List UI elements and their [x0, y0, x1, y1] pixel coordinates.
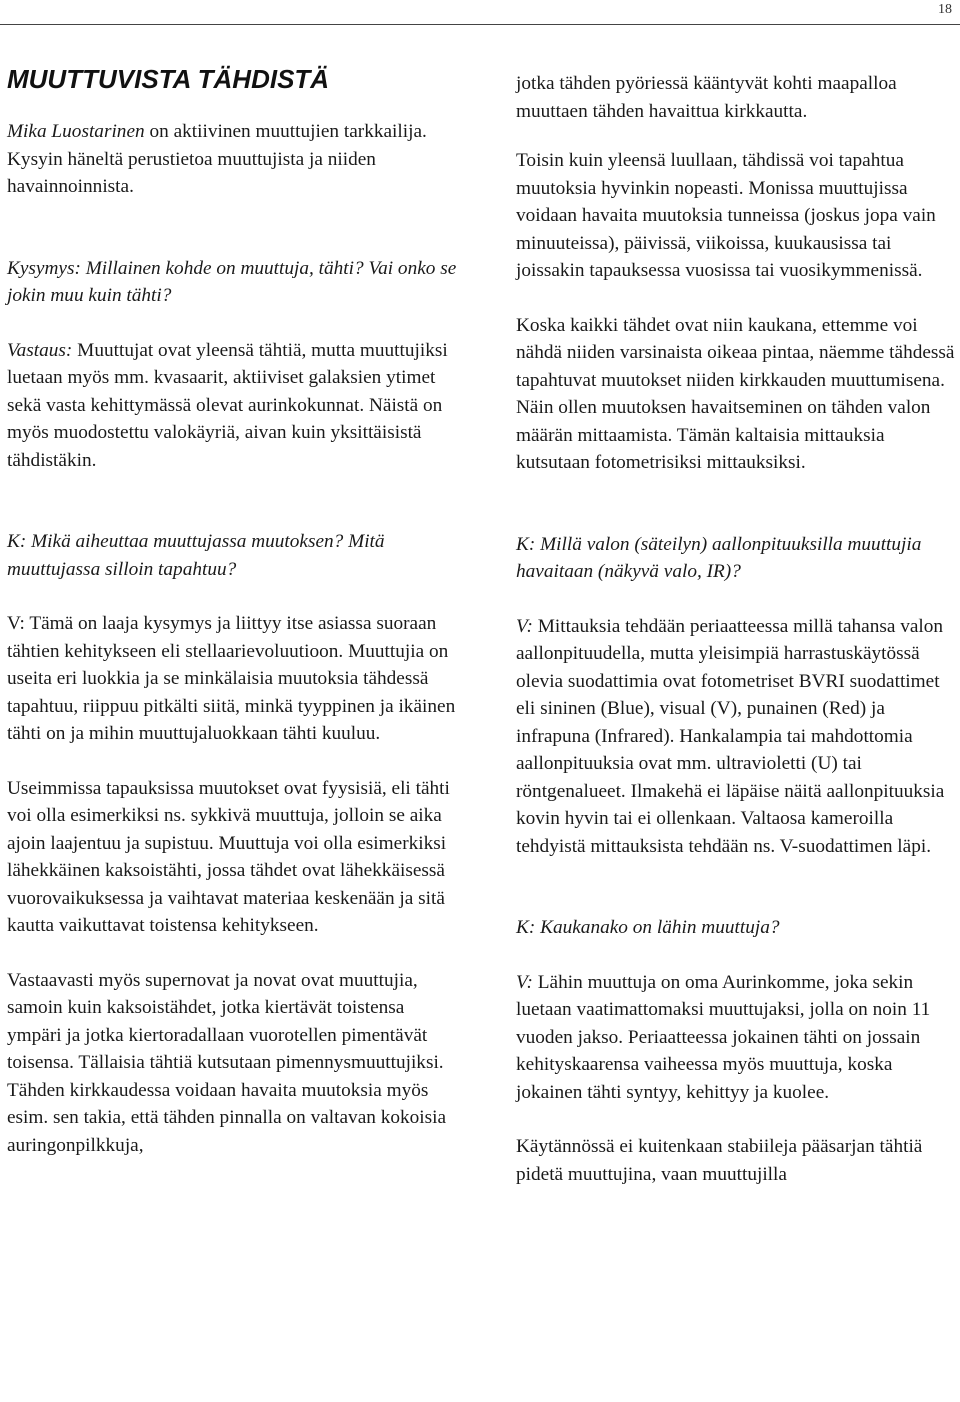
answer-4	[516, 969, 960, 1107]
answer-3-label: V:	[516, 615, 533, 637]
paragraph-photometry: Koska kaikki tähdet ovat niin kaukana, ettemme voi nähdä niiden varsinaista oikeaa pintaa, näemme tähdessä tapahtuvat muutokset niiden kirkkauden muuttumisena. Näin ollen muutoksen havaitseminen on tähden valon määrän mittaamista. Tämän kaltaisia mittauksia kutsutaan fotometrisiksi mittauksiksi.	[516, 314, 955, 473]
answer-2	[7, 610, 459, 748]
answer-1-text: Muuttujat ovat yleensä tähtiä, mutta muuttujiksi luetaan myös mm. kvasaarit, aktiiviset galaksien ytimet sekä vasta kehittymässä olevat aurinkokunnat. Näistä on myös muodostettu valokäyriä, aivan kuin yksittäisistä tähdistäkin.	[7, 339, 448, 471]
intro-text: on aktiivinen muuttujien tarkkailija. Kysyin häneltä perustietoa muuttujista ja niiden havainnoinnista.	[7, 121, 427, 197]
article-title: MUUTTUVISTA TÄHDISTÄ	[7, 64, 330, 94]
answer-1	[7, 337, 459, 475]
page-number: 18	[938, 2, 952, 17]
answer-2-label: V:	[7, 613, 25, 634]
answer-1-label: Vastaus:	[7, 339, 73, 361]
question-1: Kysymys: Millainen kohde on muuttuja, tähti? Vai onko se jokin muu kuin tähti?	[7, 257, 457, 306]
paragraph-main-sequence: Käytännössä ei kuitenkaan stabiileja pääsarjan tähtiä pidetä muuttujina, vaan muuttujilla	[516, 1136, 923, 1185]
answer-3	[516, 613, 960, 861]
right-column	[516, 70, 960, 1188]
answer-4-label: V:	[516, 971, 533, 993]
paragraph-fast-changes: Toisin kuin yleensä luullaan, tähdissä voi tapahtua muutoksia hyvinkin nopeasti. Monissa muuttujissa voidaan havaita muutoksia tunneissa (joskus jopa vain minuuteissa), päivissä, viikoissa, kuukausissa tai joissakin tapauksessa vuosissa tai vuosikymmenissä.	[516, 150, 936, 281]
answer-4-text: Lähin muuttuja on oma Aurinkomme, joka sekin luetaan vaatimattomaksi muuttujaksi, jolla on noin 11 vuoden jakso. Periaatteessa jokainen tähti on jossain kehityskaarensa vaiheessa myös muuttuja, koska jokainen tähti syntyy, kehittyy ja kuolee.	[516, 971, 931, 1103]
paragraph-supernovae: Vastaavasti myös supernovat ja novat ovat muuttujia, samoin kuin kaksoistähdet, jotka kiertävät toistensa ympäri ja jotka kiertoradallaan vuorotellen pimentävät toisensa. Tällaisia tähtiä kutsutaan pimennysmuuttujiksi. Tähden kirkkaudessa voidaan havaita muutoksia myös esim. sen takia, että tähden pinnalla on valtavan kokoisia auringonpilkkuja,	[7, 969, 447, 1156]
intro-paragraph	[7, 118, 459, 201]
header-rule	[0, 24, 960, 25]
interviewee-name: Mika Luostarinen	[7, 121, 145, 142]
answer-2-text: Tämä on laaja kysymys ja liittyy itse asiassa suoraan tähtien kehitykseen eli stellaarievoluutioon. Muuttujia on useita eri luokkia ja se minkälaisia muutoksia tähdessä tapahtuu, riippuu pitkälti siitä, minkä tyyppinen ja ikäinen tähti on ja mihin muuttujaluokkaan tähti kuuluu.	[7, 613, 456, 744]
question-2: K: Mikä aiheuttaa muuttujassa muutoksen? Mitä muuttujassa silloin tapahtuu?	[7, 531, 385, 580]
question-3: K: Millä valon (säteilyn) aallonpituuksilla muuttujia havaitaan (näkyvä valo, IR)?	[516, 533, 922, 582]
question-4: K: Kaukanako on lähin muuttuja?	[516, 917, 780, 938]
answer-3-text: Mittauksia tehdään periaatteessa millä tahansa valon aallonpituudella, mutta yleisimpiä harrastuskäytössä olevia suodattimia ovat fotometriset BVRI suodattimet eli sininen (Blue), visual (V), punainen (Red) ja infrapuna (Infrared). Hankalampia tai mahdottomia aallonpituuksia ovat mm. ultravioletti (U) tai röntgenalueet. Ilmakehä ei läpäise näitä aallonpituuksia kovin hyvin tai ei ollenkaan. Valtaosa kameroilla tehdyistä mittauksista tehdään ns. V-suodattimen läpi.	[516, 615, 945, 857]
paragraph-continued: jotka tähden pyöriessä kääntyvät kohti maapalloa muuttaen tähden havaittua kirkkautta.	[516, 73, 897, 122]
left-column	[7, 62, 459, 1159]
paragraph-changes: Useimmissa tapauksissa muutokset ovat fyysisiä, eli tähti voi olla esimerkiksi ns. sykkivä muuttuja, jolloin se aika ajoin laajentuu ja supistuu. Muuttuja voi olla esimerkiksi lähekkäinen kaksoistähti, jossa tähdet ovat lähekkäisessä vuorovaikuksessa ja vaihtavat materiaa keskenään ja sitä kautta vaikuttavat toistensa kehitykseen.	[7, 777, 450, 936]
